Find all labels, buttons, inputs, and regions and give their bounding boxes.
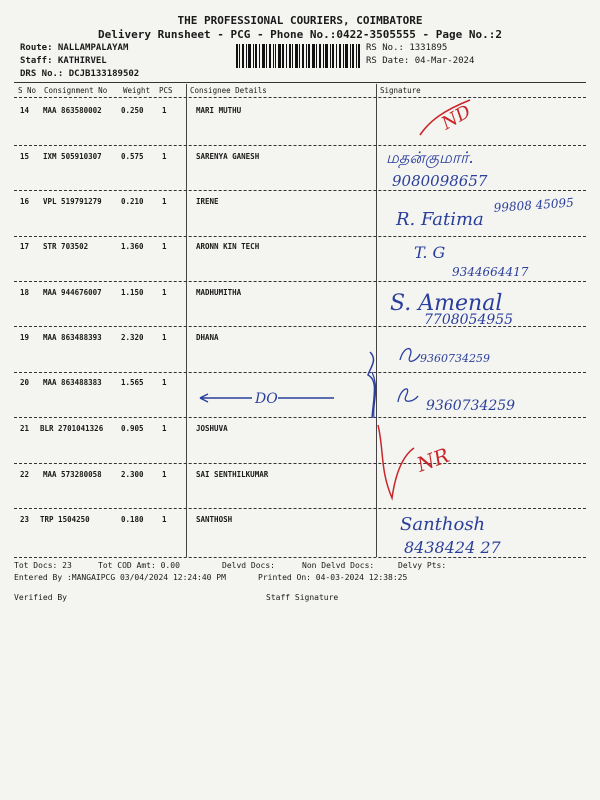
company-title: THE PROFESSIONAL COURIERS, COIMBATORE (177, 14, 423, 27)
row-separator (14, 463, 586, 464)
consignee-column-divider (186, 84, 187, 557)
row-consignee: MARI MUTHU (196, 106, 242, 115)
row-consignee: JOSHUVA (196, 424, 228, 433)
row-separator (14, 372, 586, 373)
row-pcs: 1 (162, 106, 167, 115)
col-header-weight: Weight (123, 86, 151, 95)
row-separator (14, 508, 586, 509)
do-arrow (200, 394, 252, 402)
staff-signature-label: Staff Signature (266, 593, 339, 602)
row-weight: 2.300 (121, 470, 144, 479)
row-weight: 1.360 (121, 242, 144, 251)
row-consignee: ARONN KIN TECH (196, 242, 260, 251)
total-docs: Tot Docs: 23 (14, 561, 72, 570)
rs-number: RS No.: 1331895 (366, 43, 448, 53)
row-pcs: 1 (162, 288, 167, 297)
row-pcs: 1 (162, 333, 167, 342)
handwritten-phone-18: 7708054955 (424, 312, 514, 328)
total-cod-amount: Tot COD Amt: 0.00 (98, 561, 180, 570)
initial-sign-19 (400, 349, 420, 362)
row-consignment: MAA 863488383 (43, 378, 102, 387)
route-label: Route: NALLAMPALAYAM (20, 43, 129, 53)
handwritten-nr: NR (413, 443, 453, 477)
row-pcs: 1 (162, 378, 167, 387)
row-consignment: MAA 863488393 (43, 333, 102, 342)
row-weight: 0.905 (121, 424, 144, 433)
red-scribble-14 (420, 100, 470, 135)
row-consignment: STR 703502 (43, 242, 89, 251)
row-sno: 21 (20, 424, 30, 433)
row-separator (14, 236, 586, 237)
row-separator (14, 281, 586, 282)
handwritten-name-23: Santhosh (400, 514, 486, 535)
red-scribble-21-22 (378, 425, 414, 498)
verified-by-label: Verified By (14, 593, 67, 602)
rs-date: RS Date: 04-Mar-2024 (366, 56, 475, 66)
row-pcs: 1 (162, 152, 167, 161)
row-consignee: SANTHOSH (196, 515, 233, 524)
row-pcs: 1 (162, 515, 167, 524)
row-consignee: SAI SENTHILKUMAR (196, 470, 269, 479)
handwritten-phone-23: 8438424 27 (404, 538, 501, 557)
row-consignee: IRENE (196, 197, 219, 206)
row-pcs: 1 (162, 242, 167, 251)
handwritten-bracket (368, 352, 375, 418)
row-sno: 15 (20, 152, 30, 161)
row-separator (14, 326, 586, 327)
handwritten-name-17: T. G (414, 243, 446, 262)
row-sno: 20 (20, 378, 30, 387)
row-consignment: MAA 944676007 (43, 288, 102, 297)
row-sno: 23 (20, 515, 30, 524)
entered-by: Entered By :MANGAIPCG 03/04/2024 12:24:40 PM (14, 573, 226, 582)
handwritten-phone-17: 9344664417 (452, 265, 529, 279)
row-weight: 1.150 (121, 288, 144, 297)
row-sno: 19 (20, 333, 30, 342)
row-weight: 0.250 (121, 106, 144, 115)
row-sno: 22 (20, 470, 30, 479)
barcode-image (236, 44, 360, 68)
col-header-sno: S No (18, 86, 37, 95)
row-sno: 16 (20, 197, 30, 206)
row-pcs: 1 (162, 424, 167, 433)
row-pcs: 1 (162, 197, 167, 206)
row-weight: 2.320 (121, 333, 144, 342)
row-consignee: MADHUMITHA (196, 288, 242, 297)
handwritten-phone-19: 9360734259 (420, 352, 490, 365)
col-header-consignee: Consignee Details (190, 86, 267, 95)
row-consignment: MAA 573280058 (43, 470, 102, 479)
row-consignment: VPL 519791279 (43, 197, 102, 206)
row-sno: 14 (20, 106, 30, 115)
runsheet-subtitle: Delivery Runsheet - PCG - Phone No.:0422-3505555 - Page No.:2 (98, 28, 502, 41)
handwritten-do: DO (255, 391, 278, 407)
signature-column-divider (376, 84, 377, 557)
row-consignment: TRP 1504250 (40, 515, 90, 524)
row-separator (14, 145, 586, 146)
col-header-pcs: PCS (159, 86, 173, 95)
row-consignee: SARENYA GANESH (196, 152, 260, 161)
row-consignment: BLR 2701041326 (40, 424, 104, 433)
table-header-rule (14, 97, 586, 98)
handwritten-nd: ND (438, 101, 475, 135)
row-sno: 17 (20, 242, 30, 251)
row-consignee: DHANA (196, 333, 219, 342)
handwritten-phone-16: 99808 45095 (493, 195, 575, 215)
handwritten-name-16: R. Fatima (396, 209, 484, 230)
row-weight: 0.180 (121, 515, 144, 524)
handwritten-name-15: மதன்குமார். (386, 148, 474, 167)
handwritten-phone-20: 9360734259 (426, 398, 516, 414)
row-separator (14, 557, 586, 558)
delivered-docs: Delvd Docs: (222, 561, 275, 570)
printed-on: Printed On: 04-03-2024 12:38:25 (258, 573, 408, 582)
handwritten-phone-15: 9080098657 (392, 172, 488, 190)
row-sno: 18 (20, 288, 30, 297)
non-delivered-docs: Non Delvd Docs: (302, 561, 375, 570)
col-header-signature: Signature (380, 86, 421, 95)
initial-sign-20 (398, 389, 418, 402)
row-consignment: IXM 505910307 (43, 152, 102, 161)
row-weight: 0.210 (121, 197, 144, 206)
table-top-rule (14, 82, 586, 83)
row-separator (14, 190, 586, 191)
col-header-consignment: Consignment No (44, 86, 108, 95)
row-consignment: MAA 863580002 (43, 106, 102, 115)
row-weight: 0.575 (121, 152, 144, 161)
drs-number: DRS No.: DCJB133189502 (20, 69, 140, 79)
handwritten-name-18: S. Amenal (390, 291, 503, 316)
row-separator (14, 417, 586, 418)
delivery-points: Delvy Pts: (398, 561, 447, 570)
row-pcs: 1 (162, 470, 167, 479)
staff-label: Staff: KATHIRVEL (20, 56, 107, 66)
row-weight: 1.565 (121, 378, 144, 387)
